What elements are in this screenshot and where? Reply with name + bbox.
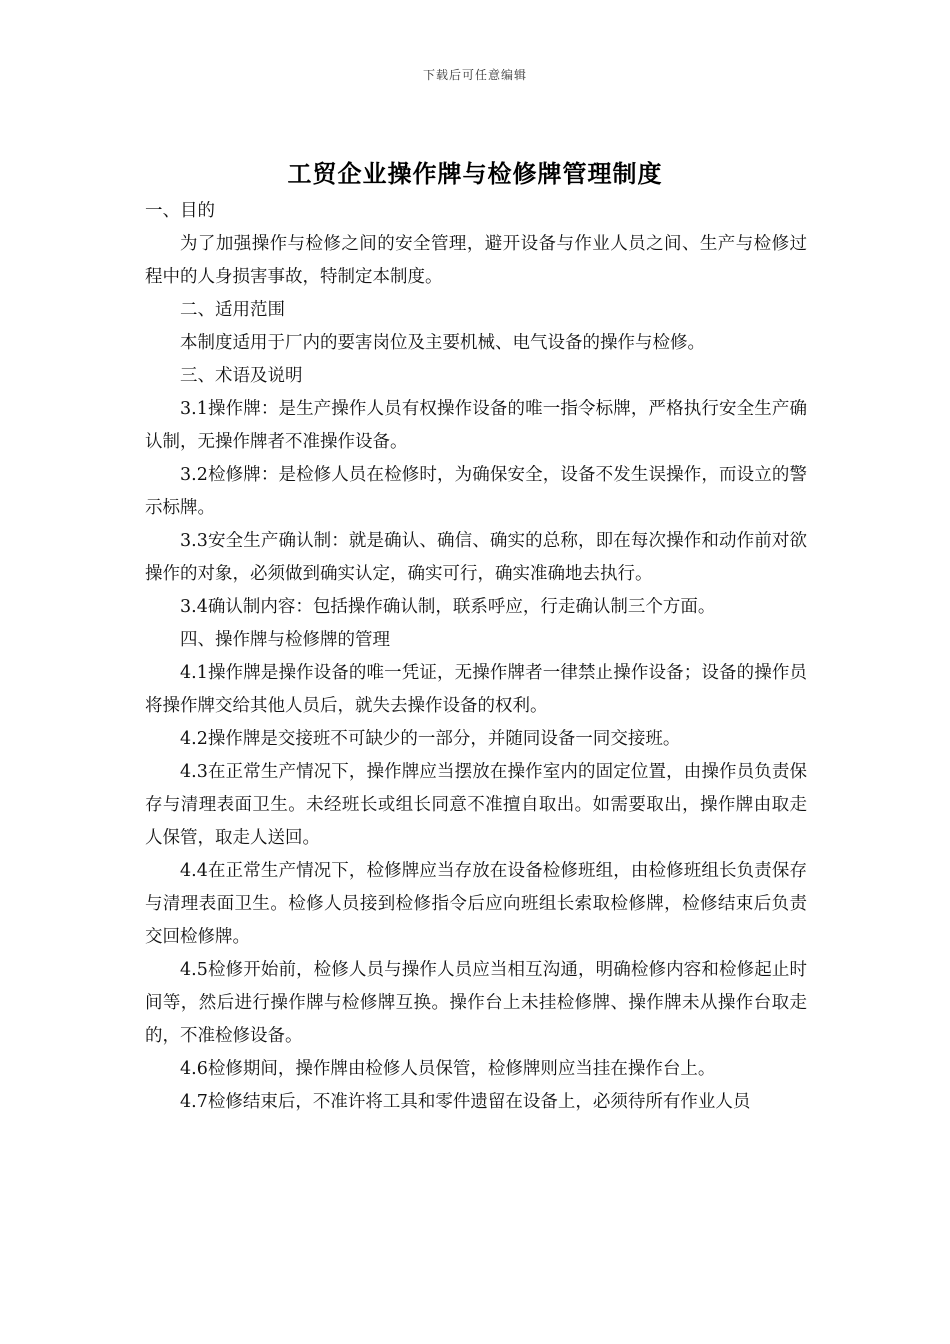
document-paragraph: 3.1操作牌：是生产操作人员有权操作设备的唯一指令标牌，严格执行安全生产确认制，无操作牌者不准操作设备。 xyxy=(145,399,807,452)
document-paragraph: 二、适用范围 xyxy=(180,300,285,320)
document-paragraph: 4.6检修期间，操作牌由检修人员保管，检修牌则应当挂在操作台上。 xyxy=(180,1059,716,1079)
document-body xyxy=(145,195,807,1119)
document-paragraph: 3.2检修牌：是检修人员在检修时，为确保安全，设备不发生误操作，而设立的警示标牌。 xyxy=(145,465,807,518)
document-paragraph: 4.3在正常生产情况下，操作牌应当摆放在操作室内的固定位置，由操作员负责保存与清理表面卫生。未经班长或组长同意不准擅自取出。如需要取出，操作牌由取走人保管，取走人送回。 xyxy=(145,762,807,848)
document-paragraph: 3.4确认制内容：包括操作确认制，联系呼应，行走确认制三个方面。 xyxy=(180,597,716,617)
page-header-note: 下载后可任意编辑 xyxy=(422,68,527,82)
document-paragraph: 3.3安全生产确认制：就是确认、确信、确实的总称，即在每次操作和动作前对欲操作的对象，必须做到确实认定，确实可行，确实准确地去执行。 xyxy=(145,531,807,584)
document-paragraph: 4.2操作牌是交接班不可缺少的一部分，并随同设备一同交接班。 xyxy=(180,729,681,749)
document-paragraph: 4.5检修开始前，检修人员与操作人员应当相互沟通，明确检修内容和检修起止时间等，然后进行操作牌与检修牌互换。操作台上未挂检修牌、操作牌未从操作台取走的，不准检修设备。 xyxy=(145,960,807,1046)
document-paragraph: 三、术语及说明 xyxy=(180,366,303,386)
document-paragraph: 四、操作牌与检修牌的管理 xyxy=(180,630,390,650)
document-paragraph: 4.1操作牌是操作设备的唯一凭证，无操作牌者一律禁止操作设备；设备的操作员将操作牌交给其他人员后，就失去操作设备的权利。 xyxy=(145,663,807,716)
document-paragraph: 为了加强操作与检修之间的安全管理，避开设备与作业人员之间、生产与检修过程中的人身损害事故，特制定本制度。 xyxy=(145,234,807,287)
document-paragraph: 一、目的 xyxy=(145,201,215,221)
document-paragraph: 4.7检修结束后，不准许将工具和零件遗留在设备上，必须待所有作业人员 xyxy=(180,1092,751,1112)
document-paragraph: 4.4在正常生产情况下，检修牌应当存放在设备检修班组，由检修班组长负责保存与清理表面卫生。检修人员接到检修指令后应向班组长索取检修牌，检修结束后负责交回检修牌。 xyxy=(145,861,807,947)
document-title: 工贸企业操作牌与检修牌管理制度 xyxy=(287,159,663,188)
document-paragraph: 本制度适用于厂内的要害岗位及主要机械、电气设备的操作与检修。 xyxy=(180,333,705,353)
